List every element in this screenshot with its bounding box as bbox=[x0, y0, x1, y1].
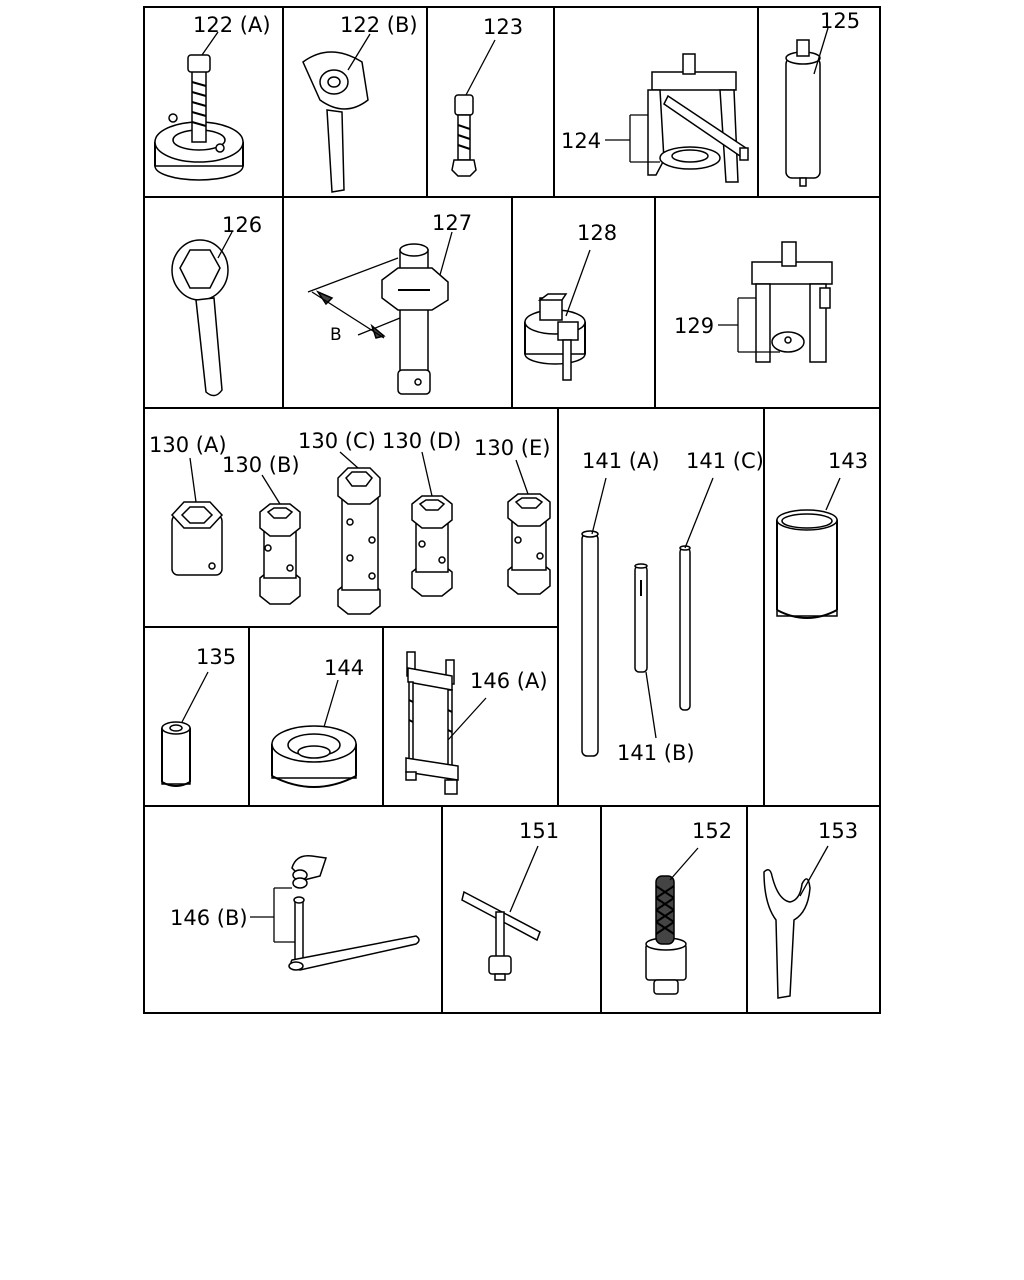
label-130e: 130 (E) bbox=[474, 436, 551, 460]
label-141b: 141 (B) bbox=[617, 741, 695, 765]
tool-127 bbox=[308, 211, 472, 394]
tool-130d bbox=[382, 429, 461, 596]
label-135: 135 bbox=[196, 645, 237, 669]
tool-129 bbox=[674, 242, 832, 362]
label-130d: 130 (D) bbox=[382, 429, 462, 453]
label-130a: 130 (A) bbox=[149, 433, 227, 457]
tool-143 bbox=[777, 449, 868, 618]
label-130b: 130 (B) bbox=[222, 453, 300, 477]
tool-124 bbox=[561, 54, 748, 182]
label-141c: 141 (C) bbox=[686, 449, 764, 473]
tool-146b bbox=[170, 856, 419, 970]
label-130c: 130 (C) bbox=[298, 429, 376, 453]
label-151: 151 bbox=[519, 819, 560, 843]
tool-141a bbox=[582, 449, 660, 756]
label-146a: 146 (A) bbox=[470, 669, 548, 693]
tool-126 bbox=[172, 213, 262, 396]
tool-146a bbox=[406, 652, 548, 794]
label-122b: 122 (B) bbox=[340, 13, 418, 37]
tool-130b bbox=[222, 453, 300, 604]
label-143: 143 bbox=[828, 449, 869, 473]
tool-130c bbox=[298, 429, 380, 614]
label-141a: 141 (A) bbox=[582, 449, 660, 473]
tool-152 bbox=[646, 819, 732, 994]
label-125: 125 bbox=[820, 9, 861, 33]
label-129: 129 bbox=[674, 314, 715, 338]
label-153: 153 bbox=[818, 819, 859, 843]
label-128: 128 bbox=[577, 221, 618, 245]
tool-128 bbox=[525, 221, 617, 380]
tool-122a bbox=[155, 13, 271, 180]
tool-125 bbox=[786, 9, 860, 186]
label-127: 127 bbox=[432, 211, 473, 235]
label-127-dim-b: B bbox=[330, 325, 342, 345]
label-152: 152 bbox=[692, 819, 733, 843]
label-123: 123 bbox=[483, 15, 524, 39]
label-122a: 122 (A) bbox=[193, 13, 271, 37]
tool-153 bbox=[764, 819, 858, 998]
tool-141c bbox=[680, 449, 764, 710]
label-144: 144 bbox=[324, 656, 365, 680]
tool-151 bbox=[462, 819, 559, 980]
tool-122b bbox=[303, 13, 418, 192]
tool-130e bbox=[474, 436, 550, 594]
label-124: 124 bbox=[561, 129, 602, 153]
tool-135 bbox=[162, 645, 236, 786]
label-146b: 146 (B) bbox=[170, 906, 248, 930]
tool-123 bbox=[452, 15, 523, 176]
label-126: 126 bbox=[222, 213, 263, 237]
tool-130a bbox=[149, 433, 227, 575]
tool-144 bbox=[272, 656, 364, 787]
